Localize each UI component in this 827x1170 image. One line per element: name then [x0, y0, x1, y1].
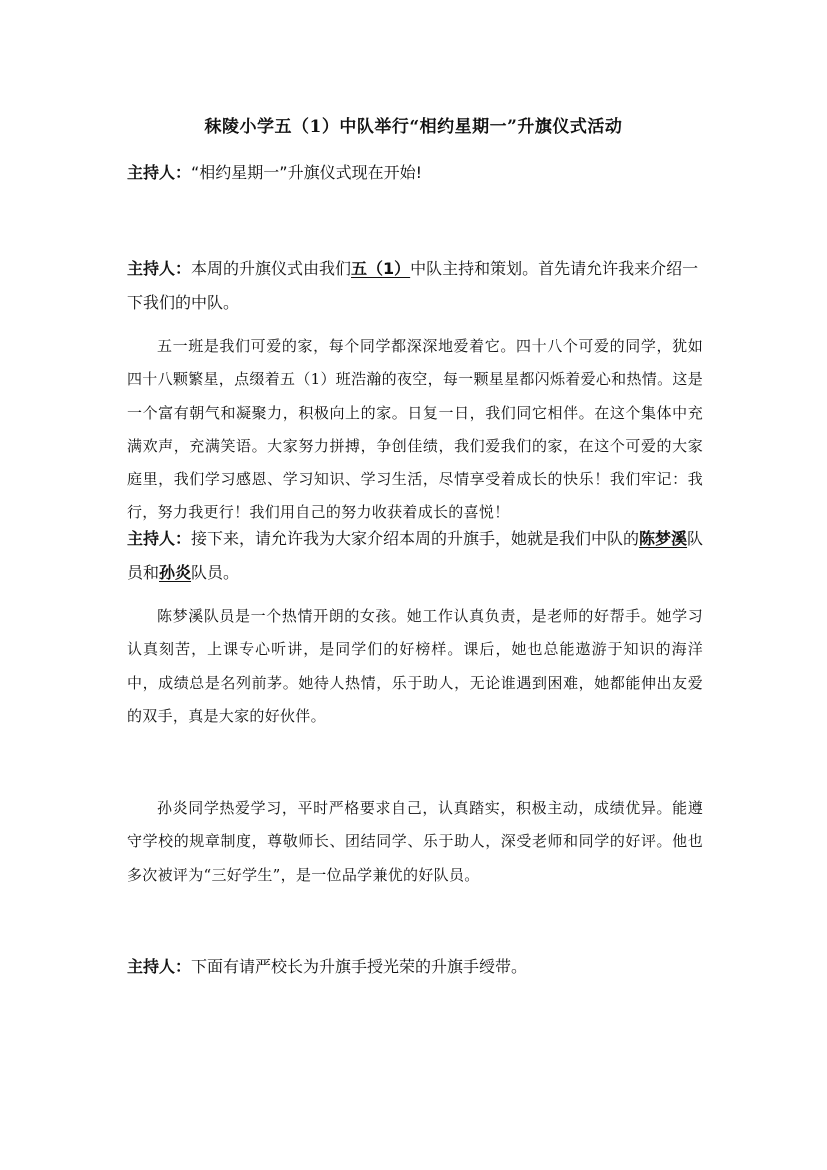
paragraph-chen: 陈梦溪队员是一个热情开朗的女孩。她工作认真负责，是老师的好帮手。她学习认真刻苦，上课专心听讲，是同学们的好榜样。课后，她也总能遨游于知识的海洋中，成绩总是名列前茅。她待人热情，乐于助人，无论谁遇到困难，她都能伸出友爱的双手，真是大家的好伙伴。	[127, 607, 703, 725]
host-label: 主持人：	[127, 957, 192, 976]
flag-raiser-name-2: 孙炎	[159, 563, 192, 582]
host-text: “相约星期一”升旗仪式现在开始!	[191, 163, 423, 182]
flag-raiser-name-1: 陈梦溪	[639, 529, 688, 548]
host-text: 下面有请严校长为升旗手授光荣的升旗手绶带。	[191, 957, 528, 976]
host-line-intro	[127, 252, 705, 320]
host-text: 本周的升旗仪式由我们	[191, 259, 352, 278]
host-line-flag-raisers	[127, 522, 705, 590]
host-text: 接下来，请允许我为大家介绍本周的升旗手，她就是我们中队的	[191, 529, 640, 548]
class-name-underlined: 五（1）	[351, 259, 411, 278]
paragraph-class: 五一班是我们可爱的家，每个同学都深深地爱着它。四十八个可爱的同学，犹如四十八颗繁星，点缀着五（1）班浩瀚的夜空，每一颗星星都闪烁着爱心和热情。这是一个富有朝气和凝聚力，积极向上的家。日复一日，我们同它相伴。在这个集体中充满欢声，充满笑语。大家努力拼搏，争创佳绩，我们爱我们的家，在这个可爱的大家庭里，我们学习感恩、学习知识、学习生活，尽情享受着成长的快乐！我们牢记：我行，努力我更行！我们用自己的努力收获着成长的喜悦！	[127, 337, 703, 522]
host-line-opening	[127, 156, 705, 190]
host-text: 队员。	[191, 563, 240, 582]
host-line-sash	[127, 950, 705, 984]
host-label: 主持人：	[127, 529, 192, 548]
host-label: 主持人：	[127, 163, 192, 182]
host-text: 队员和	[127, 529, 704, 582]
host-label: 主持人：	[127, 259, 192, 278]
paragraph-sun: 孙炎同学热爱学习，平时严格要求自己，认真踏实，积极主动，成绩优异。能遵守学校的规章制度，尊敬师长、团结同学、乐于助人，深受老师和同学的好评。他也多次被评为“三好学生”，是一位品学兼优的好队员。	[127, 799, 703, 884]
host-text: 中队主持和策划。首先请允许我来介绍一下我们的中队。	[127, 259, 699, 312]
document-title: 秣陵小学五（1）中队举行“相约星期一”升旗仪式活动	[204, 117, 623, 137]
